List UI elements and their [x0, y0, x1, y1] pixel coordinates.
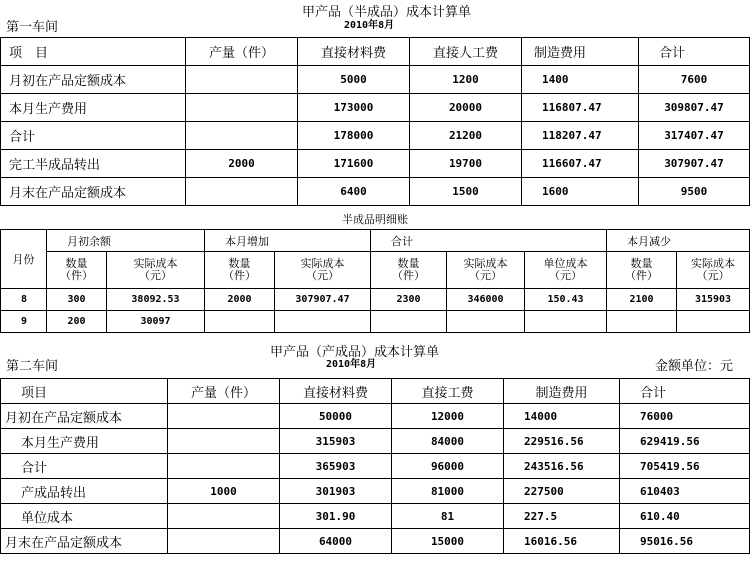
cell: 200 [47, 311, 107, 333]
cell: 9500 [639, 178, 750, 206]
cell: 38092.53 [107, 289, 205, 311]
subheader-cell: 数量 （件） [205, 252, 275, 289]
header-cell: 项 目 [1, 38, 186, 66]
header-cell: 直接材料费 [298, 38, 410, 66]
sheet1-title: 甲产品（半成品）成本计算单 [302, 5, 472, 20]
table-header-row [1, 379, 750, 404]
cell [447, 311, 525, 333]
unit-note: 金额单位：元 [655, 359, 734, 374]
cell [275, 311, 371, 333]
header-cell: 合计 [639, 38, 750, 66]
cell: 12000 [392, 404, 504, 429]
header-cell: 合计 [620, 379, 750, 404]
header-cell: 制造费用 [522, 38, 639, 66]
cell: 9 [1, 311, 47, 333]
cell: 705419.56 [620, 454, 750, 479]
cell: 365903 [280, 454, 392, 479]
cell: 227.5 [504, 504, 620, 529]
subheader-cell: 实际成本 （元） [275, 252, 371, 289]
group-header: 合计 [371, 230, 607, 252]
cell: 307907.47 [639, 150, 750, 178]
cell [168, 454, 280, 479]
subheader-cell: 数量 （件） [607, 252, 677, 289]
cell: 2300 [371, 289, 447, 311]
sheet2-title: 甲产品（产成品）成本计算单 [270, 345, 440, 360]
cell: 150.43 [525, 289, 607, 311]
cell: 50000 [280, 404, 392, 429]
cell: 14000 [504, 404, 620, 429]
cell: 1400 [522, 66, 639, 94]
cell [186, 122, 298, 150]
cell [168, 529, 280, 554]
row-label: 本月生产费用 [1, 429, 168, 454]
cell [205, 311, 275, 333]
cell: 7600 [639, 66, 750, 94]
cell [168, 504, 280, 529]
cell: 1200 [410, 66, 522, 94]
table-row [1, 150, 750, 178]
sheet2-date: 2010年8月 [326, 359, 377, 370]
cell: 6400 [298, 178, 410, 206]
cell: 315903 [280, 429, 392, 454]
cell [371, 311, 447, 333]
table-row [1, 479, 750, 504]
sheet2-workshop: 第二车间 [6, 359, 59, 374]
cell: 84000 [392, 429, 504, 454]
cell [525, 311, 607, 333]
cell: 301.90 [280, 504, 392, 529]
table-header-row [1, 38, 750, 66]
subheader-cell: 实际成本 （元） [447, 252, 525, 289]
table-row [1, 311, 750, 333]
header-cell: 项目 [1, 379, 168, 404]
cell: 178000 [298, 122, 410, 150]
row-label: 月初在产品定额成本 [1, 66, 186, 94]
row-label: 月末在产品定额成本 [1, 178, 186, 206]
group-header: 月初余额 [47, 230, 205, 252]
header-cell: 产量（件） [186, 38, 298, 66]
row-label: 合计 [1, 454, 168, 479]
cell: 116607.47 [522, 150, 639, 178]
cell: 173000 [298, 94, 410, 122]
cell: 8 [1, 289, 47, 311]
cell: 317407.47 [639, 122, 750, 150]
cell [607, 311, 677, 333]
cell [186, 94, 298, 122]
cell: 2100 [607, 289, 677, 311]
ledger-table [0, 229, 750, 333]
cell: 20000 [410, 94, 522, 122]
header-cell: 制造费用 [504, 379, 620, 404]
row-label: 本月生产费用 [1, 94, 186, 122]
cell: 171600 [298, 150, 410, 178]
cell: 227500 [504, 479, 620, 504]
row-label: 产成品转出 [1, 479, 168, 504]
cell [168, 429, 280, 454]
cell: 95016.56 [620, 529, 750, 554]
cell: 1600 [522, 178, 639, 206]
table-row [1, 94, 750, 122]
subheader-cell: 实际成本 （元） [107, 252, 205, 289]
cell: 76000 [620, 404, 750, 429]
row-label: 月初在产品定额成本 [1, 404, 168, 429]
row-label: 月末在产品定额成本 [1, 529, 168, 554]
sheet1-date: 2010年8月 [344, 20, 395, 31]
cell: 629419.56 [620, 429, 750, 454]
cell: 81000 [392, 479, 504, 504]
cell: 309807.47 [639, 94, 750, 122]
table-row [1, 504, 750, 529]
group-header: 本月减少 [607, 230, 750, 252]
table-row [1, 429, 750, 454]
cell [168, 404, 280, 429]
cell: 1500 [410, 178, 522, 206]
subheader-cell: 实际成本 （元） [677, 252, 750, 289]
table-row [1, 529, 750, 554]
cell: 315903 [677, 289, 750, 311]
cell: 610403 [620, 479, 750, 504]
sheet1-workshop: 第一车间 [6, 20, 59, 35]
subheader-cell: 数量 （件） [47, 252, 107, 289]
cell: 229516.56 [504, 429, 620, 454]
cell: 2000 [186, 150, 298, 178]
cell: 96000 [392, 454, 504, 479]
cell: 5000 [298, 66, 410, 94]
row-label: 单位成本 [1, 504, 168, 529]
cell: 2000 [205, 289, 275, 311]
cell: 610.40 [620, 504, 750, 529]
cell: 118207.47 [522, 122, 639, 150]
row-label: 合计 [1, 122, 186, 150]
header-cell: 产量（件） [168, 379, 280, 404]
header-cell: 直接材料费 [280, 379, 392, 404]
sheet1-table [0, 37, 750, 206]
cell: 15000 [392, 529, 504, 554]
cell: 307907.47 [275, 289, 371, 311]
group-header: 本月增加 [205, 230, 371, 252]
table-row [1, 178, 750, 206]
cell: 30097 [107, 311, 205, 333]
ledger-title: 半成品明细账 [342, 213, 408, 226]
subheader-cell: 单位成本 （元） [525, 252, 607, 289]
cell [677, 311, 750, 333]
cell: 346000 [447, 289, 525, 311]
cell [186, 178, 298, 206]
cell: 301903 [280, 479, 392, 504]
month-header: 月份 [1, 230, 47, 289]
cell [186, 66, 298, 94]
cell: 21200 [410, 122, 522, 150]
cell: 243516.56 [504, 454, 620, 479]
ledger-subheader-row [1, 252, 750, 289]
table-row [1, 289, 750, 311]
header-cell: 直接工费 [392, 379, 504, 404]
header-cell: 直接人工费 [410, 38, 522, 66]
table-row [1, 454, 750, 479]
sheet2-table [0, 378, 750, 554]
cell: 19700 [410, 150, 522, 178]
table-row [1, 404, 750, 429]
table-row [1, 122, 750, 150]
cell: 81 [392, 504, 504, 529]
cell: 64000 [280, 529, 392, 554]
cell: 300 [47, 289, 107, 311]
cell: 1000 [168, 479, 280, 504]
subheader-cell: 数量 （件） [371, 252, 447, 289]
cell: 16016.56 [504, 529, 620, 554]
ledger-group-row [1, 230, 750, 252]
table-row [1, 66, 750, 94]
row-label: 完工半成品转出 [1, 150, 186, 178]
cell: 116807.47 [522, 94, 639, 122]
